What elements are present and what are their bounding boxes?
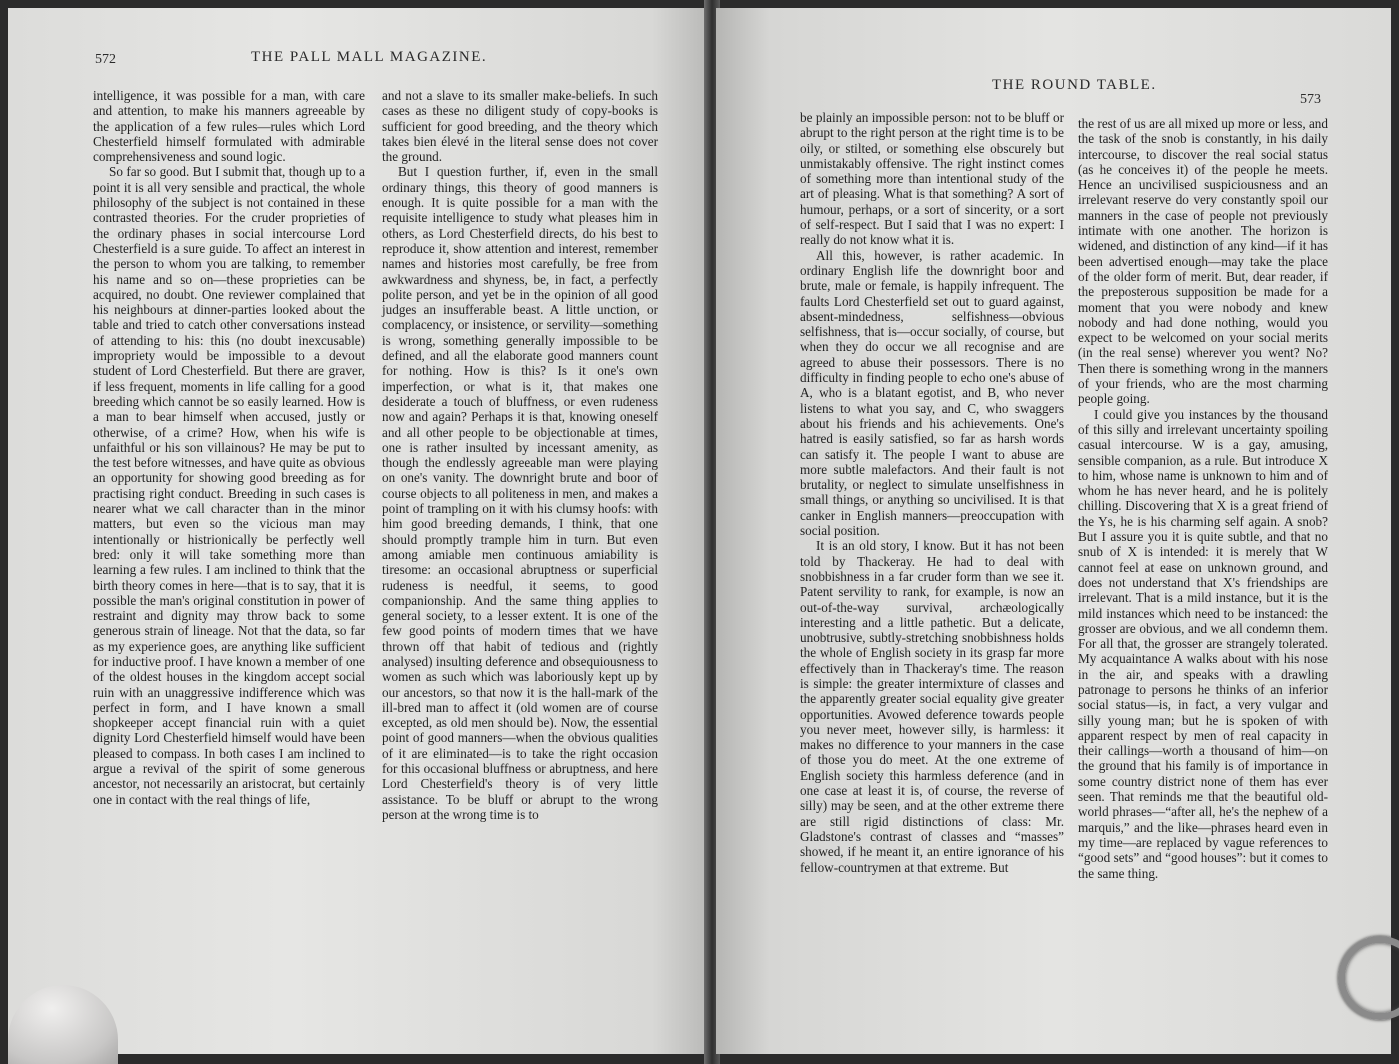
paragraph: the rest of us are all mixed up more or less, and the task of the snob is constantly, in his daily intercourse, to discover the real social status (as he conceives it) of the people he meets. Hence an uncivilised suspiciousness and an irrelevant reserve do very constantly spoil our manners in the case of people not previously intimate with one another. The horizon is widened, and distinction of any kind—if it has been advertised enough—may take the place of the older form of merit. But, dear reader, if the preposterous supposition be made for a moment that you were nobody and knew nobody and had done nothing, would you expect to be welcomed on your social merits (in the real sense) wherever you went? No? Then there is something wrong in the manners of your friends, who are the most charming people going. [1078, 116, 1328, 407]
running-head-right: THE ROUND TABLE. [992, 77, 1157, 93]
paragraph: be plainly an impossible person: not to be bluff or abrupt to the right person at the right time is to be oily, or stilted, or something else obscurely but unmistakably offensive. The right instinct comes of something more than intentional study of the art of pleasing. What is that something? A sort of humour, perhaps, or a sort of sincerity, or a sort of self-respect. But I said that I was no expert: I really do not know what it is. [800, 110, 1064, 248]
right-page [716, 8, 1391, 1054]
paragraph: All this, however, is rather academic. In ordinary English life the downright boor and brute, male or female, is happily infrequent. The faults Lord Chesterfield set out to guard against, absent-mindedness, selfishness—obvious selfishness, that is—occur socially, of course, but when they do occur we all recognise and are agreed to abuse their possessors. There is no difficulty in finding people to echo one's abuse of A, who is a blatant egotist, and B, who never listens to what you say, and C, who swaggers about his friends and his achievements. One's hatred is easily satisfied, so far as harsh words can satisfy it. The people I want to abuse are more subtle malefactors. And their fault is not brutality, or neglect to simulate unselfishness in small things, or anything so uncivilised. It is that canker in English manners—preoccupation with social position. [800, 247, 1064, 539]
left-column-2 [382, 88, 658, 822]
paragraph: and not a slave to its smaller make-beliefs. In such cases as these no diligent study of copy-books is sufficient for good breeding, and the theory which takes bien élevé in the literal sense does not cover the ground. [382, 88, 658, 165]
paragraph: But I question further, if, even in the small ordinary things, this theory of good manners is enough. It is quite possible for a man with the requisite intelligence to study what pleases him in others, as Lord Chesterfield directs, do his best to reproduce it, show attention and interest, remember names and histories most carefully, be free from awkwardness and shyness, be, in fact, a perfectly polite person, and yet be in the opinion of all good judges an insufferable beast. A little unction, or complacency, or insistence, or servility—something is wrong, something generally impossible to be defined, and all the elaborate good manners count for nothing. How is this? Is it one's own imperfection, or what is it, that makes one desiderate a touch of bluffness, or even rudeness now and again? Perhaps it is that, knowing oneself and all other people to be objectionable at times, one is rather insulted by incessant amenity, as though the endlessly agreeable man were playing on one's vanity. The downright brute and boor of course objects to all politeness in men, and makes a point of trampling on it with his clumsy hoofs: with him good breeding demands, I think, that one should promptly trample him in turn. But even among amiable men continuous amiability is tiresome: an occasional abruptness or superficial rudeness is needful, it seems, to good companionship. And the same thing applies to general society, to a lesser extent. It is one of the few good points of modern times that we have thrown off that habit of tedious and (rightly analysed) insulting deference and obsequiousness to women as such which was laboriously kept up by our ancestors, so that now it is the hall-mark of the ill-bred man to affect it (old women are of course excepted, as old men should be). Now, the essential point of good manners—when the obvious qualities of it are eliminated—is to take the right occasion for this occasional bluffness or abruptness, and here Lord Chesterfield's theory is of very little assistance. To be bluff or abrupt to the wrong person at the wrong time is to [382, 164, 658, 822]
page-number-right: 573 [1300, 92, 1321, 107]
paragraph: So far so good. But I submit that, though up to a point it is all very sensible and practical, the whole philosophy of the subject is not contained in these contrasted theories. For the cruder proprieties of the ordinary phases in social intercourse Lord Chesterfield is a sure guide. To affect an interest in the person to whom you are talking, to remember his name and so on—these proprieties can be acquired, no doubt. One reviewer complained that his neighbours at dinner-parties looked about the table and tried to catch other conversations instead of attending to his: this (no doubt inexcusable) impropriety would be impossible to a devout student of Lord Chesterfield. But there are graver, if less frequent, moments in life calling for a good breeding which cannot be so easily learned. How is a man to bear himself when accused, justly or otherwise, of a crime? How, when his wife is unfaithful or his son villainous? He may be put to the test before witnesses, and have quite as obvious an opportunity for showing good breeding as for practising right conduct. Breeding in such cases is nearer what we call character than in the minor matters, but even so the vicious man may intentionally or histrionically be perfectly well bred: only it will take something more than learning a few rules. I am inclined to think that the birth theory comes in here—that is to say, that it is possible the man's original constitution in power of restraint and dignity may throw back to some generous strain of lineage. Not that the data, so far as my experience goes, are anything like sufficient for inductive proof. I have known a member of one of the oldest houses in the kingdom accept social ruin with an unaggressive indifference which was perfect in form, and I have known a small shopkeeper accept financial ruin with a quiet dignity Lord Chesterfield himself would have been pleased to compass. In both cases I am inclined to argue a revival of the spirit of some generous ancestor, not necessarily an aristocrat, but certainly one in contact with the real things of life, [93, 164, 365, 807]
right-column-2 [1078, 116, 1328, 881]
paragraph: intelligence, it was possible for a man, with care and attention, to make his manners agreeable by the application of a few rules—rules which Lord Chesterfield himself formulated with admirable comprehensiveness and sound logic. [93, 88, 365, 165]
paragraph: I could give you instances by the thousand of this silly and irrelevant uncertainty spoiling casual intercourse. W is a gay, amusing, sensible companion, as a rule. But introduce X to him, whose name is unknown to him and of whom he has never heard, and he is politely chilling. Discovering that X is a great friend of the Ys, he is his charming self again. A snob? But I assure you it is quite subtle, and that no snub of X is intended: it is merely that W cannot feel at ease on unknown ground, and does not understand that X's friendships are irrelevant. That is a mild instance, but it is the mild instances which need to be instanced: the grosser are obvious, and we all condemn them. For all that, the grosser are strangely tolerated. My acquaintance A walks about with his nose in the air, and speaks with a drawling patronage to persons he thinks of an inferior social status—is, in fact, a very vulgar and silly young man; but he is spoken of with apparent respect by men of real capacity in their callings—worth a thousand of him—on the ground that his family is of importance in some country district none of them has ever seen. That reminds me that the beautiful old-world phrases—“after all, he's the nephew of a marquis,” and the like—phrases heard even in my time—are replaced by vague references to “good sets” and “good houses”: but it comes to the same thing. [1078, 406, 1328, 881]
left-page [8, 8, 708, 1054]
left-column-1 [93, 88, 365, 807]
right-column-1 [800, 110, 1064, 875]
paragraph: It is an old story, I know. But it has not been told by Thackeray. He had to deal with snobbishness in a far cruder form than we see it. Patent servility to rank, for example, is now an out-of-the-way survival, archæologically interesting and a little pathetic. But a delicate, unobtrusive, subtly-stretching snobbishness holds the whole of English society in its grasp far more effectively than in Thackeray's time. The reason is simple: the greater intermixture of classes and the apparently greater social equality give greater opportunities. Avowed deference towards people you never meet, however silly, is harmless: it makes no difference to your manners in the case of those you do meet. At the one extreme of English society this harmless deference (and in one case at least it is, of course, the reverse of silly) may be seen, and at the other extreme there are still rigid distinctions of class: Mr. Gladstone's contrast of classes and “masses” showed, if he meant it, an entire ignorance of his fellow-countrymen at that extreme. But [800, 538, 1064, 875]
running-head-left: THE PALL MALL MAGAZINE. [251, 49, 488, 65]
page-number-left: 572 [95, 52, 116, 67]
